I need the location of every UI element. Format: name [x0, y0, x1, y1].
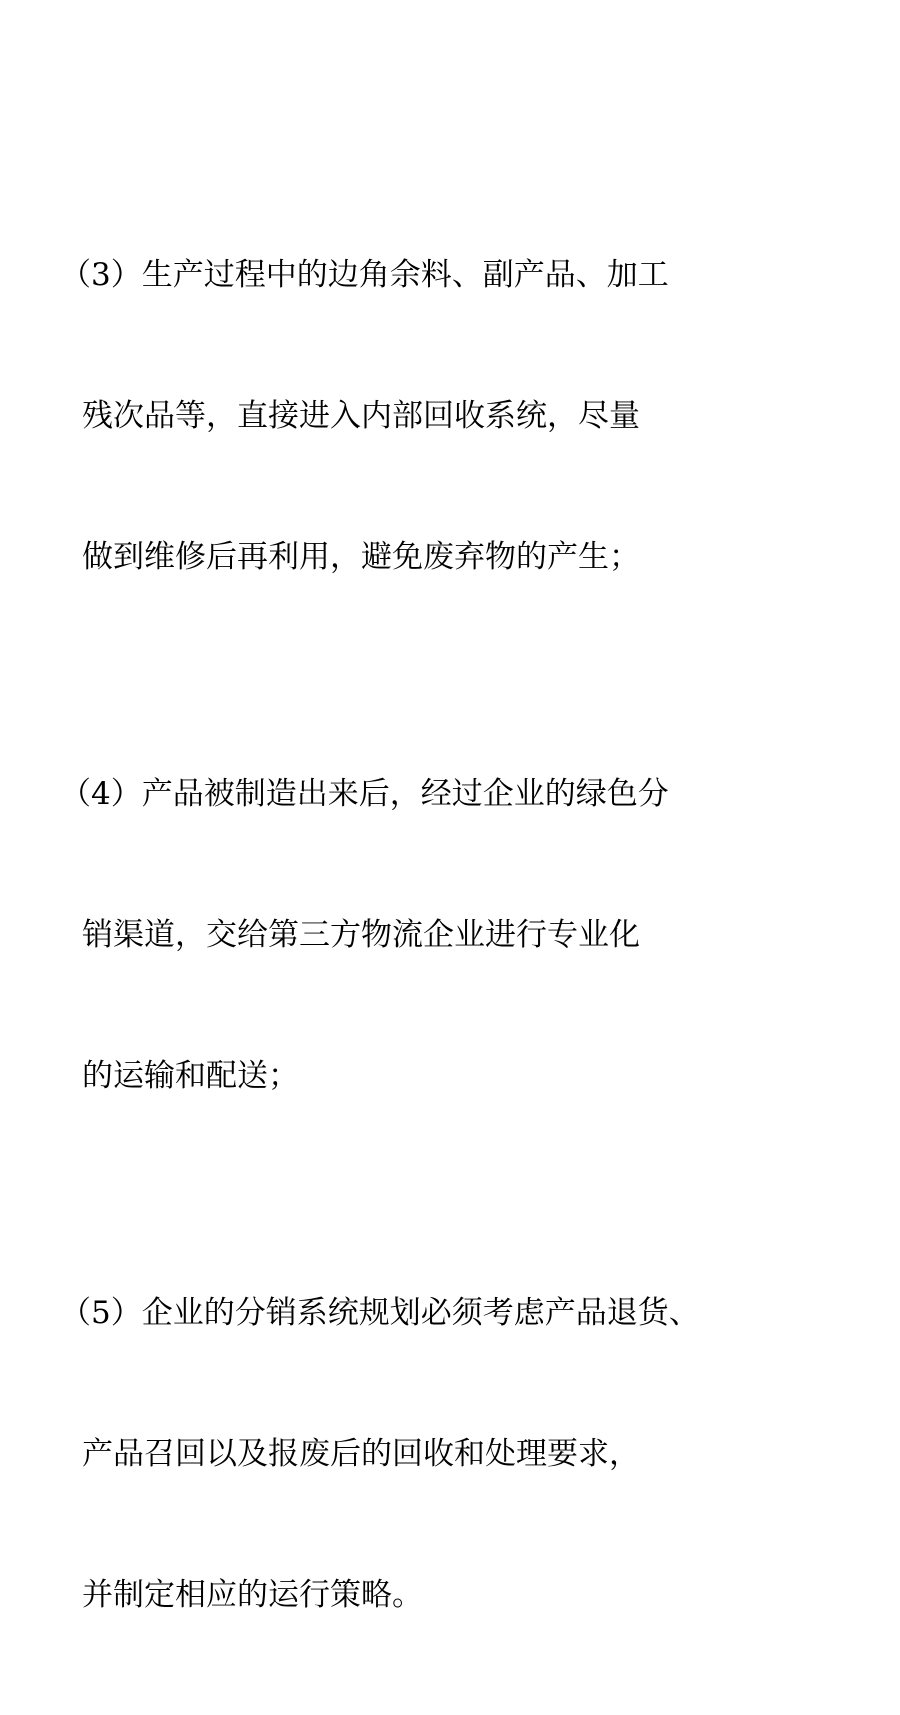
paragraph-item-5-line-1: （5）企业的分销系统规划必须考虑产品退货、 [60, 1295, 700, 1331]
paragraph-item-4-line-2: 销渠道，交给第三方物流企业进行专业化 [82, 917, 640, 953]
paragraph-item-4-line-3: 的运输和配送； [82, 1058, 299, 1094]
paragraph-item-3-line-2: 残次品等，直接进入内部回收系统，尽量 [82, 398, 640, 434]
paragraph-item-4 [60, 677, 850, 1194]
paragraph-item-4-line-1: （4）产品被制造出来后，经过企业的绿色分 [60, 776, 669, 812]
paragraph-item-3-line-1: （3）生产过程中的边角余料、副产品、加工 [60, 257, 669, 293]
slide-body-text [60, 158, 850, 1715]
paragraph-item-3 [60, 158, 850, 675]
paragraph-item-5-line-3: 并制定相应的运行策略。 [82, 1577, 423, 1613]
paragraph-item-5 [60, 1196, 850, 1713]
paragraph-item-3-line-3: 做到维修后再利用，避免废弃物的产生； [82, 539, 640, 575]
paragraph-item-5-line-2: 产品召回以及报废后的回收和处理要求， [82, 1436, 640, 1472]
